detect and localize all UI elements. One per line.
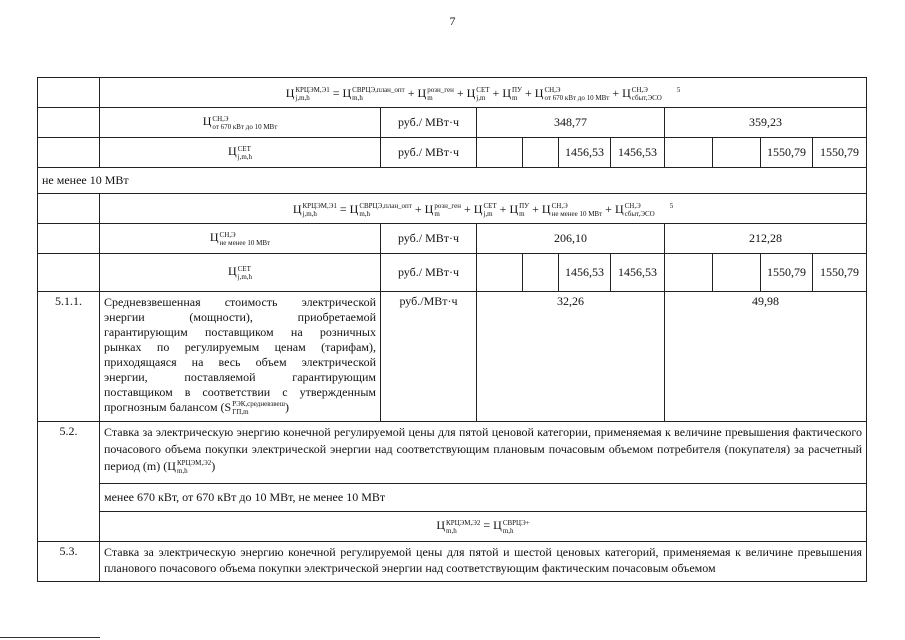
- row-description: Средневзвешенная стоимость электрической энергии (мощности), приобретаемой гарантирующим поставщиком на розничных рынках по регулируемым ценам (тарифам), приходящаяся на весь объем электрической энергии, поставляемой гарантирующим поставщиком в соответствии с утвержденным прогнозным балансом (S РЭК,средневзвеш ГП,m ): [100, 292, 381, 422]
- row-number: 5.1.1.: [38, 292, 100, 422]
- value-cell: 1456,53: [611, 138, 665, 168]
- value-cell: 1550,79: [813, 254, 867, 292]
- table-row: [38, 138, 867, 168]
- value-cell: 212,28: [665, 224, 867, 254]
- table-row: [38, 168, 867, 194]
- table-row: [38, 512, 867, 542]
- row-description: Ставка за электрическую энергию конечной регулируемой цены для пятой и шестой ценовых категорий, применяемая к величине превышения планового почасового объема покупки электрической энергии над соответствующим фактическим почасовым объемом: [100, 542, 867, 582]
- set-label: Ц СЕТ j,m,h: [100, 138, 381, 168]
- table-row: [38, 484, 867, 512]
- unit-cell: руб./МВт·ч: [381, 292, 477, 422]
- table-row: [38, 108, 867, 138]
- value-cell: 32,26: [477, 292, 665, 422]
- value-cell: 49,98: [665, 292, 867, 422]
- formula-670: Ц КРЦЭМ,Э1 j,m,h = Ц СВРЦЭ,план_опт m,h + Ц розн_ген m + Ц СЕТ j,m + Ц ПУ m + Ц СН,Э от 670 кВт до 10 МВт + Ц СН,Э сбыт,ЭСО $^5$: [100, 78, 867, 108]
- table-row: [38, 78, 867, 108]
- value-cell: 1456,53: [559, 254, 611, 292]
- value-cell: 1550,79: [813, 138, 867, 168]
- section-label: не менее 10 МВт: [38, 168, 867, 194]
- formula-e2: Ц КРЦЭМ,Э2 m,h = Ц СВРЦЭ+ m,h: [100, 512, 867, 542]
- row-description: Ставка за электрическую энергию конечной регулируемой цены для пятой ценовой категории, применяемая к величине превышения фактического почасового объема покупки электрической энергии над соответствующим плановым почасовым объемом потребителя (покупателя) за расчетный период (m) (Ц КРЦЭМ,Э2 m,h ): [100, 422, 867, 484]
- value-cell: 359,23: [665, 108, 867, 138]
- section-label: менее 670 кВт, от 670 кВт до 10 МВт, не менее 10 МВт: [100, 484, 867, 512]
- sn-ne10-label: Ц СН,Э не менее 10 МВт: [100, 224, 381, 254]
- table-row: [38, 542, 867, 582]
- tariff-table: [37, 77, 867, 582]
- unit-cell: руб./ МВт·ч: [381, 108, 477, 138]
- row-number: 5.3.: [38, 542, 100, 582]
- value-cell: 1456,53: [559, 138, 611, 168]
- value-cell: 206,10: [477, 224, 665, 254]
- row-number: 5.2.: [38, 422, 100, 542]
- sn-670-label: Ц СН,Э от 670 кВт до 10 МВт: [100, 108, 381, 138]
- table-row: [38, 194, 867, 224]
- row-number-empty: [38, 78, 100, 108]
- page-number: 7: [449, 14, 456, 28]
- value-cell: 1550,79: [761, 138, 813, 168]
- footnote-rule: [0, 637, 100, 638]
- table-row: [38, 254, 867, 292]
- value-cell: 1456,53: [611, 254, 665, 292]
- table-row: [38, 224, 867, 254]
- value-cell: 1550,79: [761, 254, 813, 292]
- set-label: Ц СЕТ j,m,h: [100, 254, 381, 292]
- formula-ne10: Ц КРЦЭМ,Э1 j,m,h = Ц СВРЦЭ,план_опт m,h + Ц розн_ген m + Ц СЕТ j,m + Ц ПУ m + Ц СН,Э не менее 10 МВт + Ц СН,Э сбыт,ЭСО $^5$: [100, 194, 867, 224]
- value-cell: 348,77: [477, 108, 665, 138]
- table-row: [38, 422, 867, 484]
- unit-cell: руб./ МВт·ч: [381, 254, 477, 292]
- unit-cell: руб./ МВт·ч: [381, 224, 477, 254]
- table-row: [38, 292, 867, 422]
- unit-cell: руб./ МВт·ч: [381, 138, 477, 168]
